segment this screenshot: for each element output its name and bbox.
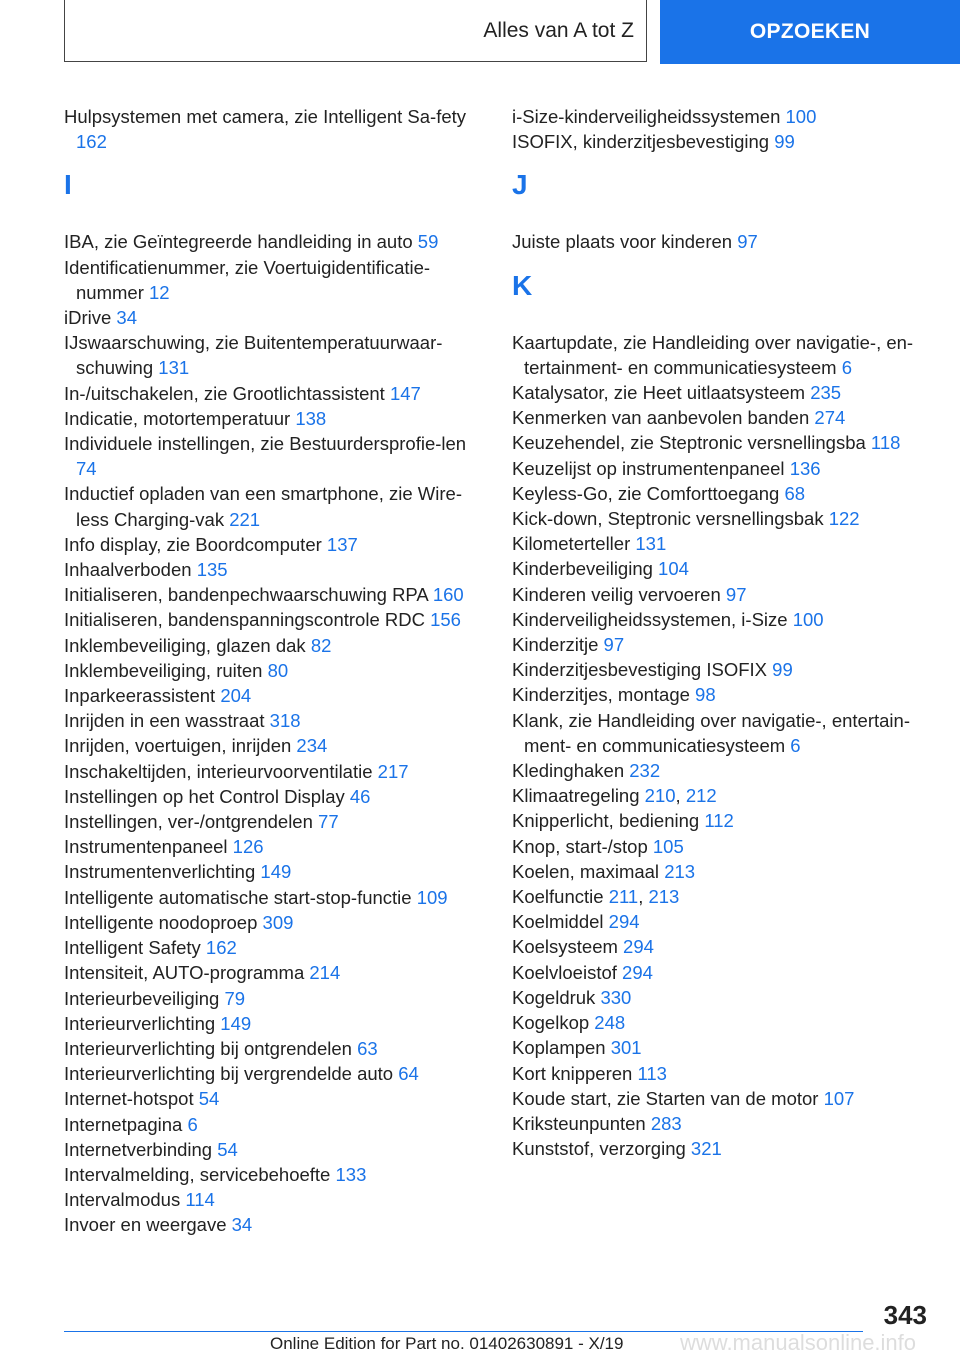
page-link[interactable]: 133 — [335, 1163, 367, 1185]
index-column-left — [64, 104, 484, 1238]
page-link[interactable]: 34 — [116, 307, 137, 329]
index-entry — [64, 255, 484, 305]
right-entries-j — [512, 229, 932, 254]
entry-text: Koelvloeistof — [512, 961, 617, 983]
index-entry — [64, 885, 484, 910]
page-link[interactable]: 137 — [326, 533, 358, 555]
entry-text: Kinderzitje — [512, 634, 599, 656]
index-entry — [64, 481, 484, 531]
index-entry — [64, 1137, 484, 1162]
page-link[interactable]: 210 — [644, 785, 676, 807]
page-link[interactable]: 54 — [217, 1138, 238, 1160]
entry-text: Interieurverlichting bij vergrendelde auto — [64, 1063, 394, 1085]
page-link[interactable]: 330 — [600, 986, 632, 1008]
index-entry — [64, 759, 484, 784]
index-entry — [64, 330, 484, 380]
page-link[interactable]: 162 — [205, 937, 237, 959]
index-entry — [64, 1086, 484, 1111]
page-link[interactable]: 213 — [648, 886, 680, 908]
page-link[interactable]: 112 — [704, 810, 734, 832]
index-entry — [64, 229, 484, 254]
page-link[interactable]: 214 — [309, 962, 341, 984]
entry-text: Kledinghaken — [512, 760, 625, 782]
index-entry — [64, 633, 484, 658]
index-entry — [512, 1010, 932, 1035]
entry-text: Inparkeerassistent — [64, 685, 216, 707]
page-link[interactable]: 104 — [658, 558, 689, 580]
index-entry — [512, 506, 932, 531]
section-letter-i: I — [64, 169, 72, 201]
page-link[interactable]: 126 — [232, 836, 264, 858]
footer-edition: Online Edition for Part no. 01402630891 - X/19 — [270, 1334, 624, 1353]
right-entries-k — [512, 330, 932, 1162]
page-link[interactable]: 294 — [622, 961, 653, 983]
section-letter-j: J — [512, 169, 528, 201]
index-entry — [64, 683, 484, 708]
page-link[interactable]: 80 — [267, 659, 289, 681]
page-link[interactable]: 321 — [690, 1138, 722, 1160]
page-link[interactable]: 135 — [196, 559, 228, 581]
left-pre-entries — [64, 104, 484, 154]
page-link[interactable]: 100 — [792, 608, 824, 630]
page-header — [64, 0, 960, 64]
page-link[interactable]: 162 — [76, 131, 107, 153]
entry-text: Knop, start-/stop — [512, 835, 648, 857]
page-link[interactable]: 131 — [158, 357, 190, 379]
entry-text: Indicatie, motortemperatuur — [64, 407, 291, 429]
index-entry — [512, 758, 932, 783]
entry-text: Instellingen, ver-/ontgrendelen — [64, 811, 313, 833]
entry-text: Intelligente automatische start-stop-functie — [64, 886, 412, 908]
entry-text: Keuzelijst op instrumentenpaneel — [512, 457, 785, 479]
index-entry — [64, 784, 484, 809]
entry-text: Identificatienummer, zie Voertuigidentificatie-nummer — [64, 256, 431, 303]
index-entry — [64, 1112, 484, 1137]
page-link[interactable]: 149 — [220, 1012, 252, 1034]
entry-text: Initialiseren, bandenspanningscontrole RDC — [64, 609, 425, 631]
page-link[interactable]: 160 — [432, 584, 464, 606]
page-link[interactable]: 99 — [772, 659, 793, 681]
page-link[interactable]: 156 — [430, 609, 461, 631]
index-entry — [512, 859, 932, 884]
entry-text: Internetpagina — [64, 1113, 183, 1135]
entry-text: Hulpsystemen met camera, zie Intelligent Sa-fety — [64, 106, 467, 127]
index-entry — [64, 607, 484, 632]
entry-text: Kenmerken van aanbevolen banden — [512, 407, 810, 429]
entry-text: Kriksteunpunten — [512, 1112, 646, 1134]
index-entry — [64, 708, 484, 733]
page-link[interactable]: 68 — [784, 482, 806, 504]
index-entry — [64, 809, 484, 834]
page-number: 343 — [883, 1300, 927, 1330]
page-link[interactable]: 6 — [790, 734, 801, 756]
entry-text: Instrumentenpaneel — [64, 836, 228, 858]
index-entry — [512, 960, 932, 985]
entry-text: Keyless-Go, zie Comforttoegang — [512, 482, 780, 504]
page-link[interactable]: 309 — [262, 911, 294, 933]
entry-text: Intensiteit, AUTO-programma — [64, 962, 305, 984]
page-link[interactable]: 213 — [664, 860, 696, 882]
entry-text: Invoer en weergave — [64, 1214, 227, 1236]
entry-text: Intervalmodus — [64, 1189, 181, 1211]
index-entry — [512, 808, 932, 833]
entry-text: Interieurverlichting — [64, 1012, 216, 1034]
page-link[interactable]: 34 — [231, 1214, 253, 1236]
watermark: www.manualsonline.info — [680, 1330, 917, 1355]
page-link[interactable]: 147 — [389, 382, 421, 404]
left-entries — [64, 229, 484, 1237]
entry-text: Knipperlicht, bediening — [512, 810, 700, 832]
entry-text: Kaartupdate, zie Handleiding over navigatie-, en-tertainment- en communicatiesysteem — [512, 331, 914, 378]
index-entry — [512, 632, 932, 657]
index-entry — [64, 381, 484, 406]
index-entry — [64, 1212, 484, 1237]
index-entry — [512, 657, 932, 682]
entry-text: Instellingen op het Control Display — [64, 785, 345, 807]
entry-text: Info display, zie Boordcomputer — [64, 533, 322, 555]
entry-text: Koelmiddel — [512, 911, 604, 933]
page-link[interactable]: 97 — [725, 583, 747, 605]
page-link[interactable]: 138 — [295, 407, 327, 429]
entry-text: Koelfunctie — [512, 886, 604, 908]
index-entry — [64, 1162, 484, 1187]
page-link[interactable]: 54 — [198, 1088, 220, 1110]
index-entry — [64, 431, 484, 481]
index-entry — [512, 834, 932, 859]
page-link[interactable]: 74 — [76, 458, 97, 480]
entry-text: In-/uitschakelen, zie Grootlichtassistent — [64, 382, 385, 404]
index-entry — [64, 935, 484, 960]
entry-text: Inklembeveiliging, glazen dak — [64, 634, 306, 656]
index-entry — [512, 682, 932, 707]
index-entry — [64, 834, 484, 859]
entry-text: Koelsysteem — [512, 936, 618, 958]
index-entry — [64, 859, 484, 884]
entry-text: Kunststof, verzorging — [512, 1138, 686, 1160]
index-entry — [512, 1061, 932, 1086]
entry-text: Kogelkop — [512, 1012, 590, 1034]
page-link[interactable]: 109 — [416, 886, 448, 908]
index-entry — [64, 986, 484, 1011]
entry-text: Instrumentenverlichting — [64, 861, 256, 883]
index-entry — [64, 658, 484, 683]
entry-text: Kilometerteller — [512, 533, 631, 555]
index-entry — [64, 1011, 484, 1036]
index-entry: Koelfunctie 211, 213 — [512, 886, 680, 908]
page-link[interactable]: 294 — [608, 911, 640, 933]
index-entry — [512, 405, 932, 430]
entry-text: Katalysator, zie Heet uitlaatsysteem — [512, 382, 806, 404]
page-link[interactable]: 6 — [187, 1113, 198, 1135]
entry-text: Kogeldruk — [512, 986, 596, 1008]
index-column-right — [512, 104, 932, 1161]
entry-text: i-Size-kinderveiligheidssystemen — [512, 106, 781, 127]
entry-text: Inductief opladen van een smartphone, zie Wire-less Charging-vak — [64, 483, 462, 530]
index-entry — [512, 430, 932, 455]
entry-text: IBA, zie Geïntegreerde handleiding in auto — [64, 231, 413, 253]
page-link[interactable]: 131 — [635, 533, 667, 555]
page-link[interactable]: 221 — [229, 508, 261, 530]
page-link[interactable]: 294 — [623, 936, 654, 958]
tab-a-to-z[interactable]: Alles van A tot Z — [64, 0, 647, 62]
index-entry — [512, 1136, 932, 1161]
index-entry — [512, 556, 932, 581]
index-entry — [512, 582, 932, 607]
entry-text: Koelen, maximaal — [512, 860, 660, 882]
page-link[interactable]: 97 — [603, 634, 625, 656]
page-link[interactable]: 274 — [814, 407, 846, 429]
entry-text: Keuzehendel, zie Steptronic versnellingsba — [512, 432, 866, 454]
page-link[interactable]: 248 — [594, 1012, 626, 1034]
page-link[interactable]: 204 — [220, 685, 252, 707]
page-link[interactable]: 113 — [637, 1062, 667, 1084]
entry-text: Kinderzitjesbevestiging ISOFIX — [512, 659, 768, 681]
index-entry — [512, 934, 932, 959]
entry-text: Inrijden, voertuigen, inrijden — [64, 735, 292, 757]
entry-text: Kinderbeveiliging — [512, 558, 653, 580]
page-link[interactable]: 99 — [774, 131, 795, 153]
page-link[interactable]: 232 — [629, 760, 661, 782]
entry-text: Kinderen veilig vervoeren — [512, 583, 721, 605]
page-link[interactable]: 114 — [185, 1189, 215, 1211]
page-link[interactable]: 63 — [357, 1037, 378, 1059]
entry-text: Kinderzitjes, montage — [512, 684, 690, 706]
entry-text: Kort knipperen — [512, 1062, 633, 1084]
tab-search[interactable]: OPZOEKEN — [660, 0, 960, 64]
index-entry — [512, 985, 932, 1010]
entry-text: Inrijden in een wasstraat — [64, 710, 265, 732]
index-entry — [64, 557, 484, 582]
page-link[interactable]: 235 — [810, 382, 842, 404]
page-link[interactable]: 217 — [377, 760, 409, 782]
index-entry — [64, 1061, 484, 1086]
page-link[interactable]: 6 — [841, 356, 853, 378]
index-entry — [512, 481, 932, 506]
entry-text: Kinderveiligheidssystemen, i-Size — [512, 608, 788, 630]
page-link[interactable]: 46 — [349, 785, 371, 807]
index-entry — [512, 330, 932, 380]
index-entry — [512, 607, 932, 632]
entry-text: Inklembeveiliging, ruiten — [64, 659, 263, 681]
entry-text: Intelligente noodoproep — [64, 911, 258, 933]
page-link[interactable]: 82 — [310, 634, 332, 656]
entry-text: Individuele instellingen, zie Bestuurdersprofie-len — [64, 433, 467, 455]
index-entry — [512, 229, 932, 254]
page-link[interactable]: 97 — [737, 231, 758, 253]
index-entry — [512, 129, 932, 154]
page-link[interactable]: 100 — [785, 106, 817, 127]
page-link[interactable]: 107 — [823, 1087, 855, 1109]
index-entry — [64, 733, 484, 758]
index-entry — [512, 104, 932, 129]
page-link[interactable]: 118 — [870, 432, 901, 454]
entry-text: Intelligent Safety — [64, 937, 201, 959]
page-link[interactable]: 149 — [260, 861, 292, 883]
page-link[interactable]: 98 — [695, 684, 716, 706]
page-link[interactable]: 212 — [685, 785, 717, 807]
page-link[interactable]: 64 — [398, 1063, 419, 1085]
index-entry — [64, 305, 484, 330]
entry-text: Klimaatregeling — [512, 785, 640, 807]
entry-text: Internetverbinding — [64, 1138, 213, 1160]
entry-text: ISOFIX, kinderzitjesbevestiging — [512, 131, 770, 153]
page-link[interactable]: 136 — [789, 457, 821, 479]
right-pre-entries — [512, 104, 932, 154]
index-entry — [512, 909, 932, 934]
entry-text: Koude start, zie Starten van de motor — [512, 1087, 819, 1109]
index-entry — [512, 531, 932, 556]
page-link[interactable]: 234 — [296, 735, 328, 757]
index-entry — [64, 1036, 484, 1061]
index-entry — [64, 960, 484, 985]
page-link[interactable]: 122 — [828, 508, 860, 530]
entry-text: Intervalmelding, servicebehoefte — [64, 1163, 331, 1185]
index-entry — [64, 910, 484, 935]
entry-text: Inschakeltijden, interieurvoorventilatie — [64, 760, 373, 782]
index-entry — [512, 1111, 932, 1136]
index-entry — [512, 1035, 932, 1060]
index-entry: Klimaatregeling 210, 212 — [512, 785, 717, 807]
page-link[interactable]: 79 — [224, 987, 246, 1009]
index-entry — [64, 406, 484, 431]
entry-text: Initialiseren, bandenpechwaarschuwing RPA — [64, 584, 428, 606]
entry-text: Juiste plaats voor kinderen — [512, 231, 733, 253]
page-link[interactable]: 77 — [318, 811, 339, 833]
index-entry — [64, 532, 484, 557]
index-entry — [512, 380, 932, 405]
entry-text: IJswaarschuwing, zie Buitentemperatuurwaar-schuwing — [64, 332, 443, 379]
entry-text: Klank, zie Handleiding over navigatie-, entertain-ment- en communicatiesysteem — [512, 709, 910, 756]
page-link[interactable]: 59 — [417, 231, 439, 253]
index-entry — [512, 456, 932, 481]
entry-text: Interieurbeveiliging — [64, 987, 220, 1009]
page-link[interactable]: 318 — [269, 710, 301, 732]
index-entry — [64, 1187, 484, 1212]
section-letter-k: K — [512, 269, 533, 301]
page-link[interactable]: 301 — [610, 1037, 642, 1059]
entry-text: Internet-hotspot — [64, 1088, 194, 1110]
index-entry — [64, 104, 484, 154]
index-entry — [512, 708, 932, 758]
entry-text: iDrive — [64, 307, 112, 329]
page-link[interactable]: 105 — [652, 835, 684, 857]
index-entry — [512, 1086, 932, 1111]
page-link[interactable]: 211 — [608, 886, 639, 908]
page-link[interactable]: 12 — [149, 281, 170, 303]
index-entry — [64, 582, 484, 607]
entry-text: Interieurverlichting bij ontgrendelen — [64, 1037, 352, 1059]
page-link[interactable]: 283 — [650, 1112, 682, 1134]
entry-text: Kick-down, Steptronic versnellingsbak — [512, 508, 824, 530]
entry-text: Inhaalverboden — [64, 559, 192, 581]
entry-text: Koplampen — [512, 1037, 606, 1059]
